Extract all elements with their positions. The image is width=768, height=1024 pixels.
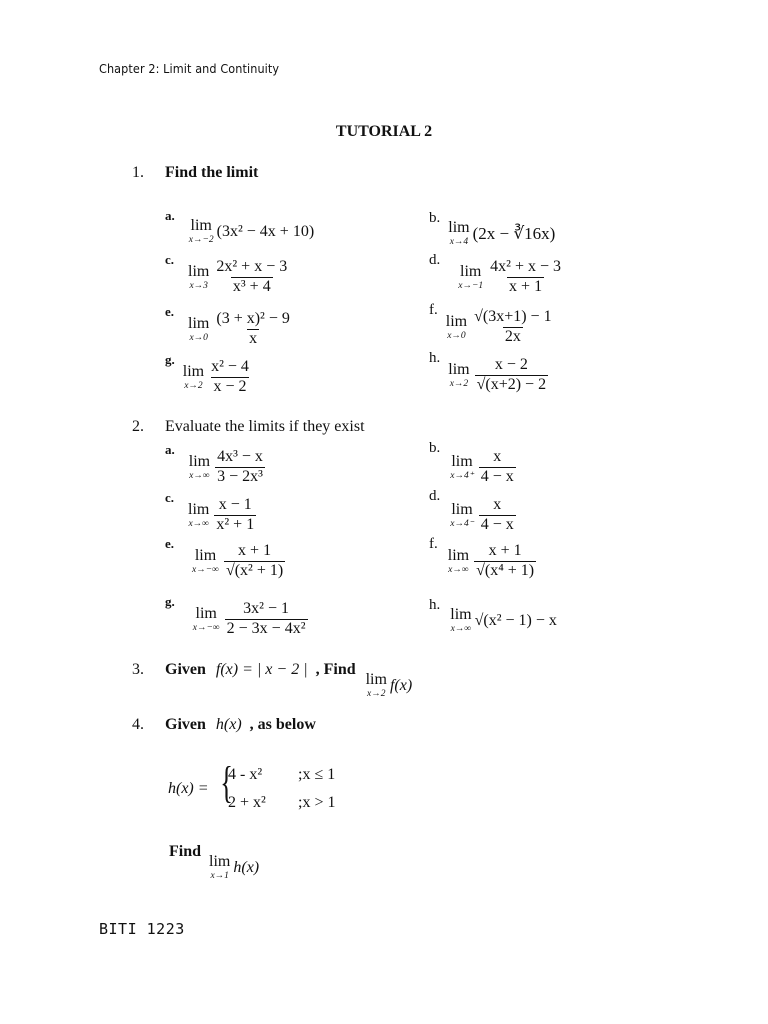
item-label: c. bbox=[165, 252, 175, 267]
fraction: $\frac{\text{4x³ − x}}{\text{3 − 2x³}}$ bbox=[217, 448, 263, 486]
q2a bbox=[165, 442, 267, 486]
fraction: $\frac{x}{4 - x}$ bbox=[480, 496, 514, 534]
limit-operator: lim x→4 bbox=[448, 219, 470, 247]
expression: √(x² − 1) − x bbox=[474, 611, 557, 629]
q3-target: f(x) bbox=[389, 676, 413, 694]
limit-operator: lim x→2 bbox=[365, 671, 387, 699]
item-label: g. bbox=[165, 352, 175, 367]
item-label: b. bbox=[429, 440, 441, 456]
q1b bbox=[429, 209, 555, 248]
limit-operator: lim x→∞ bbox=[188, 453, 211, 481]
q4-function: h(x) bbox=[215, 716, 242, 733]
q1-text: Find the limit bbox=[165, 164, 259, 181]
condition-1: ;x ≤ 1 bbox=[298, 766, 336, 783]
q3 bbox=[165, 661, 412, 700]
q1f bbox=[429, 302, 556, 346]
fraction: $\frac{x}{4 - x}$ bbox=[480, 448, 514, 486]
q2f bbox=[429, 536, 538, 580]
limit-operator: lim x→−2 bbox=[188, 217, 214, 245]
tutorial-title: TUTORIAL 2 bbox=[335, 123, 433, 140]
fraction: $\frac{x - 1}{\text{x² + 1}}$ bbox=[216, 496, 255, 534]
fraction: $\frac{\text{(3 + x)² − 9}}{x}$ bbox=[216, 310, 290, 348]
piecewise-lhs: h(x) = bbox=[168, 780, 209, 797]
q4-find: Find bbox=[169, 843, 202, 860]
q4-given: Given bbox=[165, 716, 206, 733]
q1g bbox=[165, 352, 253, 396]
item-label: d. bbox=[429, 488, 441, 504]
limit-operator: lim x→∞ bbox=[447, 547, 470, 575]
q2e bbox=[165, 536, 287, 580]
q2g bbox=[165, 594, 310, 638]
q3-number: 3. bbox=[132, 661, 144, 678]
limit-operator: lim x→2 bbox=[182, 363, 205, 391]
item-label: a. bbox=[165, 442, 175, 457]
limit-operator: lim x→4⁺ bbox=[450, 453, 474, 481]
limit-operator: lim x→0 bbox=[445, 313, 468, 341]
fraction: $\frac{\text{x² − 4}}{x - 2}$ bbox=[211, 358, 249, 396]
q1-number: 1. bbox=[132, 164, 144, 181]
item-label: b. bbox=[429, 210, 441, 226]
item-label: a. bbox=[165, 208, 175, 223]
q4 bbox=[165, 716, 316, 734]
fraction: $\frac{x - 2}{√(x+2) - 2}$ bbox=[476, 356, 547, 394]
limit-operator: lim x→−∞ bbox=[192, 547, 219, 575]
q2d bbox=[429, 488, 518, 534]
q2c bbox=[165, 490, 258, 534]
brace-icon: { bbox=[220, 758, 233, 807]
item-label: f. bbox=[429, 536, 438, 552]
q1h bbox=[429, 350, 550, 394]
item-label: g. bbox=[165, 594, 175, 609]
fraction: $\frac{\text{3x² − 1}}{\text{2 − 3x − 4x²}}$ bbox=[226, 600, 306, 638]
item-label: h. bbox=[429, 597, 441, 613]
limit-operator: lim x→−1 bbox=[458, 263, 484, 291]
limit-operator: lim x→−∞ bbox=[192, 605, 220, 633]
q1d bbox=[429, 252, 565, 296]
fraction: $\frac{\text{4x² + x − 3}}{x + 1}$ bbox=[490, 258, 561, 296]
fraction: $\frac{x + 1}{\text{√(x⁴ + 1)}}$ bbox=[476, 542, 535, 580]
item-label: e. bbox=[165, 536, 175, 551]
expression: (2x − ∛16x) bbox=[472, 223, 556, 243]
limit-operator: lim x→2 bbox=[448, 361, 470, 389]
q1a bbox=[165, 207, 314, 246]
limit-operator: lim x→0 bbox=[188, 315, 210, 343]
q2b bbox=[429, 440, 518, 486]
q1c bbox=[165, 252, 291, 296]
item-label: c. bbox=[165, 490, 175, 505]
q4-find-line bbox=[169, 843, 259, 882]
q3-function: f(x) = | x − 2 | bbox=[215, 661, 308, 678]
condition-2: ;x > 1 bbox=[298, 794, 336, 811]
item-label: f. bbox=[429, 302, 438, 318]
fraction: $\frac{\text{2x² + x − 3}}{\text{x³ + 4}}$ bbox=[216, 258, 288, 296]
limit-operator: lim x→1 bbox=[209, 853, 231, 881]
fraction: $\frac{x + 1}{\text{√(x² + 1)}}$ bbox=[225, 542, 284, 580]
q4-number: 4. bbox=[132, 716, 144, 733]
q4-tail: , as below bbox=[249, 716, 316, 733]
chapter-header: Chapter 2: Limit and Continuity bbox=[99, 61, 280, 76]
q2-number: 2. bbox=[132, 418, 144, 435]
limit-operator: lim x→4⁻ bbox=[450, 501, 474, 529]
q2h bbox=[429, 596, 557, 635]
course-code-footer: BITI 1223 bbox=[99, 920, 185, 938]
q3-given: Given bbox=[165, 661, 206, 678]
item-label: e. bbox=[165, 304, 175, 319]
limit-operator: lim x→3 bbox=[188, 263, 210, 291]
item-label: d. bbox=[429, 252, 441, 268]
q4-target: h(x) bbox=[233, 858, 260, 876]
q3-find: , Find bbox=[315, 661, 356, 678]
limit-operator: lim x→∞ bbox=[450, 606, 472, 634]
case-1: 4 - x² bbox=[228, 766, 263, 783]
q2-text: Evaluate the limits if they exist bbox=[165, 418, 365, 435]
fraction: $\frac{√(3x+1) - 1}{2x}$ bbox=[474, 308, 552, 346]
item-label: h. bbox=[429, 350, 441, 366]
expression: (3x² − 4x + 10) bbox=[216, 222, 315, 240]
q1e bbox=[165, 304, 294, 348]
limit-operator: lim x→∞ bbox=[188, 501, 210, 529]
case-2: 2 + x² bbox=[228, 794, 266, 811]
